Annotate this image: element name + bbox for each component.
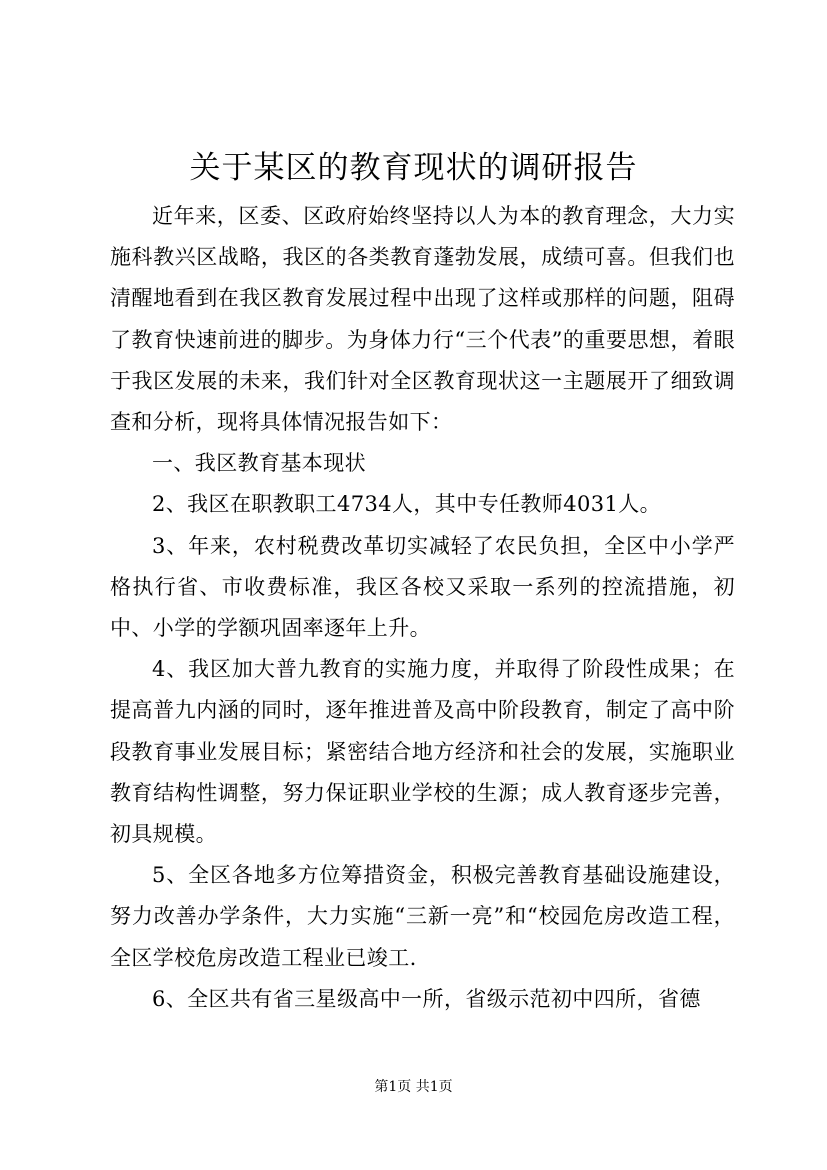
paragraph-item-5: 5、全区各地多方位筹措资金，积极完善教育基础设施建设，努力改善办学条件，大力实施“三新一亮”和“校园危房改造工程，全区学校危房改造工程业已竣工.	[110, 863, 735, 970]
page-footer: 第1页 共1页	[374, 1079, 453, 1095]
paragraph-item-4: 4、我区加大普九教育的实施力度，并取得了阶段性成果；在提高普九内涵的同时，逐年推进普及高中阶段教育，制定了高中阶段教育事业发展目标；紧密结合地方经济和社会的发展，实施职业教育结构性调整，努力保证职业学校的生源；成人教育逐步完善，初具规模。	[110, 657, 735, 847]
paragraph-item-3: 3、年来，农村税费改革切实减轻了农民负担，全区中小学严格执行省、市收费标准，我区各校又采取一系列的控流措施，初中、小学的学额巩固率逐年上升。	[110, 533, 735, 641]
document-title: 关于某区的教育现状的调研报告	[189, 150, 638, 186]
paragraph-item-2: 2、我区在职教职工4734人，其中专任教师4031人。	[152, 492, 662, 517]
paragraph-intro: 近年来，区委、区政府始终坚持以人为本的教育理念，大力实施科教兴区战略，我区的各类教育蓬勃发展，成绩可喜。但我们也清醒地看到在我区教育发展过程中出现了这样或那样的问题，阻碍了教育快速前进的脚步。为身体力行“三个代表”的重要思想，着眼于我区发展的未来，我们针对全区教育现状这一主题展开了细致调查和分析，现将具体情况报告如下：	[110, 204, 735, 435]
paragraph-item-6: 6、全区共有省三星级高中一所，省级示范初中四所，省德	[152, 986, 701, 1011]
document-body	[110, 196, 735, 1020]
paragraph-section-heading: 一、我区教育基本现状	[152, 451, 366, 476]
